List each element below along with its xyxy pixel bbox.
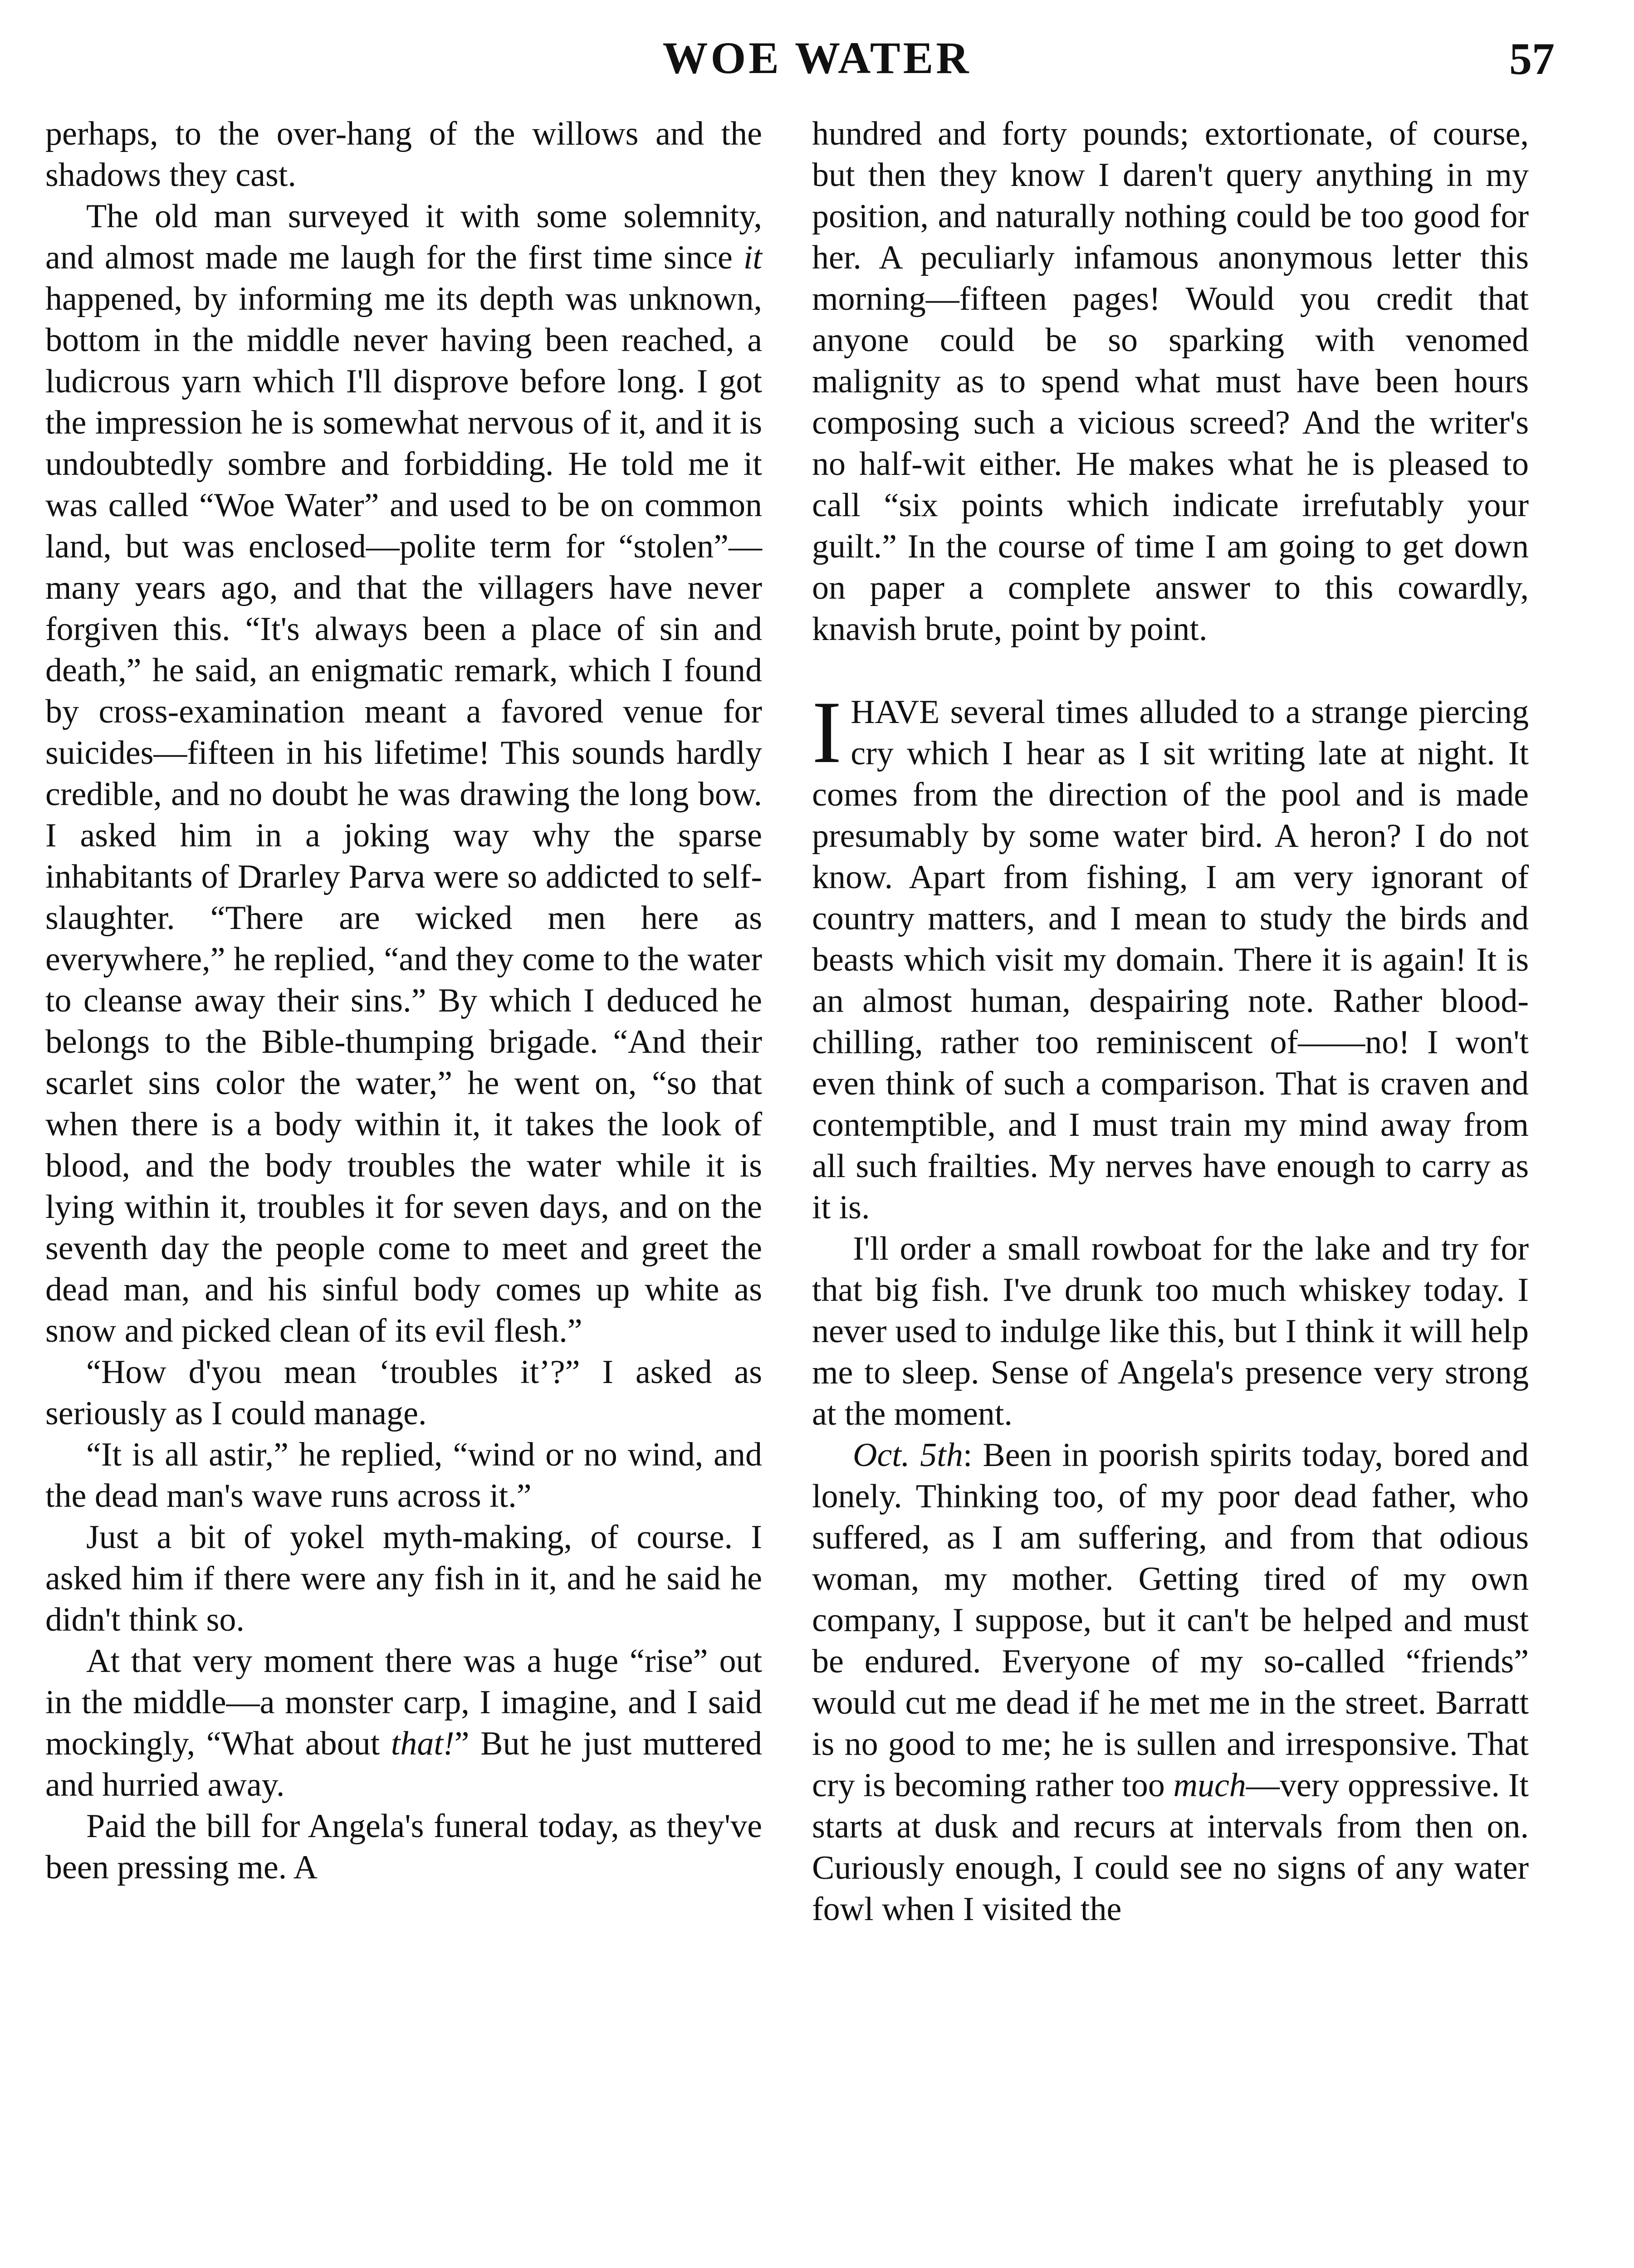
paragraph — [812, 1228, 1529, 1435]
text-run: Paid the bill for Angela's funeral today, as they've been pressing me. A — [45, 1808, 762, 1886]
text-run: The old man surveyed it with some solemnity, and almost made me laugh for the first time since — [45, 198, 762, 276]
text-run: “How d'you mean ‘troubles it’?” I asked as seriously as I could manage. — [45, 1354, 762, 1432]
paragraph — [45, 113, 762, 196]
text-run: : Been in poorish spirits today, bored and lonely. Thinking too, of my poor dead father, who suffered, as I am suffering, and from that odious woman, my mother. Getting tired of my own company, I suppose, but it can't be helped and must be endured. Everyone of my so-called “friends” would cut me dead if he met me in the street. Barratt is no good to me; he is sullen and irresponsive. That cry is becoming rather too — [812, 1437, 1529, 1804]
text-run: happened, by informing me its depth was unknown, bottom in the middle never having been reached, a ludicrous yarn which I'll disprove before long. I got the impression he is somewhat nervous of it, and it is undoubtedly sombre and forbidding. He told me it was called “Woe Water” and used to be on common land, but was enclosed—polite term for “stolen”—many years ago, and that the villagers have never forgiven this. “It's always been a place of sin and death,” he said, an enigmatic remark, which I found by cross-examination meant a favored venue for suicides—fifteen in his lifetime! This sounds hardly credible, and no doubt he was drawing the long bow. I asked him in a joking way why the sparse inhabitants of Drarley Parva were so addicted to self-slaughter. “There are wicked men here as everywhere,” he replied, “and they come to the water to cleanse away their sins.” By which I deduced he belongs to the Bible-thumping brigade. “And their scarlet sins color the water,” he went on, “so that when there is a body within it, it takes the look of blood, and the body troubles the water while it is lying within it, troubles it for seven days, and on the seventh day the people come to meet and greet the dead man, and his sinful body comes up white as snow and picked clean of its evil flesh.” — [45, 280, 762, 1349]
text-run: Just a bit of yokel myth-making, of course. I asked him if there were any fish in it, and he said he didn't think so. — [45, 1519, 762, 1638]
italic-text: much — [1173, 1767, 1246, 1804]
paragraph — [45, 1517, 762, 1641]
page-number: 57 — [1509, 34, 1555, 84]
text-run: HAVE several times alluded to a strange piercing cry which I hear as I sit writing late at night. It comes from the direction of the pool and is made presumably by some water bird. A heron? I do not know. Apart from fishing, I am very ignorant of country matters, and I mean to study the birds and beasts which visit my domain. There it is again! It is an almost human, despairing note. Rather blood-chilling, rather too reminiscent of——no! I won't even think of such a comparison. That is craven and contemptible, and I must train my mind away from all such frailties. My nerves have enough to carry as it is. — [812, 694, 1529, 1226]
text-run: At that very moment there was a huge “rise” out in the middle—a monster carp, I imagine, and I said mockingly, “What about — [45, 1642, 762, 1762]
right-column — [812, 113, 1529, 1930]
italic-text: it — [743, 239, 762, 276]
paragraph — [45, 196, 762, 1352]
text-run: perhaps, to the over-hang of the willows and the shadows they cast. — [45, 115, 762, 194]
italic-text: Oct. 5th — [853, 1437, 963, 1474]
running-title: WOE WATER — [662, 33, 972, 83]
drop-cap: I — [812, 683, 842, 782]
paragraph — [812, 113, 1529, 650]
paragraph — [812, 683, 1529, 1228]
paragraph — [45, 1806, 762, 1888]
left-column — [45, 113, 762, 1888]
paragraph — [45, 1641, 762, 1806]
page-header — [0, 27, 1634, 95]
text-run: I'll order a small rowboat for the lake and try for that big fish. I've drunk too much whiskey today. I never used to indulge like this, but I think it will help me to sleep. Sense of Angela's presence very strong at the moment. — [812, 1230, 1529, 1432]
text-run: ” But he just muttered and hurried away. — [45, 1725, 762, 1804]
text-run: “It is all astir,” he replied, “wind or no wind, and the dead man's wave runs across it.” — [45, 1436, 762, 1515]
text-run: —very oppressive. It starts at dusk and recurs at intervals from then on. Curiously enough, I could see no signs of any water fowl when I visited the — [812, 1767, 1529, 1928]
paragraph — [45, 1352, 762, 1434]
paragraph — [45, 1434, 762, 1517]
paragraph — [812, 1435, 1529, 1930]
italic-text: that! — [391, 1725, 455, 1762]
text-run: hundred and forty pounds; extortionate, of course, but then they know I daren't query anything in my position, and naturally nothing could be too good for her. A peculiarly infamous anonymous letter this morning—fifteen pages! Would you credit that anyone could be so sparking with venomed malignity as to spend what must have been hours composing such a vicious screed? And the writer's no half-wit either. He makes what he is pleased to call “six points which indicate irrefutably your guilt.” In the course of time I am going to get down on paper a complete answer to this cowardly, knavish brute, point by point. — [812, 115, 1529, 648]
